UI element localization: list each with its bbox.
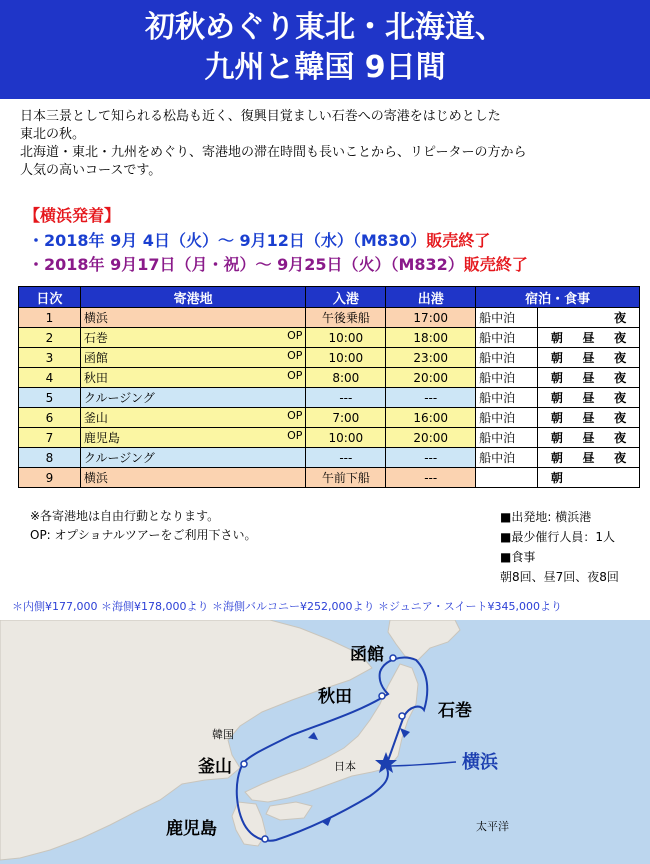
- cell-port: [80, 448, 306, 468]
- cell-stay: 船中泊: [476, 388, 538, 408]
- cell-stay: 船中泊: [476, 328, 538, 348]
- title-line-2: 九州と韓国 9日間: [204, 50, 446, 85]
- meal-dinner: 夜: [614, 431, 627, 445]
- cell-day: 2: [19, 328, 81, 348]
- table-row: [19, 328, 640, 348]
- port-name: クルージング: [83, 451, 155, 465]
- cell-day: 7: [19, 428, 81, 448]
- port-dot-ishinomaki: [399, 713, 405, 719]
- title-banner: [0, 0, 650, 99]
- meal-lunch: 昼: [582, 391, 595, 405]
- cell-port: [80, 348, 306, 368]
- meal-lunch: [578, 469, 600, 486]
- map-label-japan: 日本: [334, 760, 356, 773]
- meal-dinner: 夜: [614, 331, 627, 345]
- cell-day: 6: [19, 408, 81, 428]
- cell-day: 4: [19, 368, 81, 388]
- departure-1-status: 販売終了: [426, 231, 491, 250]
- map-label-kagoshima: 鹿児島: [166, 819, 217, 839]
- cell-meals: [538, 368, 640, 388]
- info-line: ■出発地: 横浜港: [500, 510, 592, 524]
- meal-dinner: 夜: [614, 351, 627, 365]
- cell-depart: 20:00: [386, 428, 476, 448]
- port-name: クルージング: [83, 391, 155, 405]
- cell-arrive: 10:00: [306, 348, 386, 368]
- meal-dinner: 夜: [614, 311, 627, 325]
- header-day: 日次: [19, 287, 81, 308]
- cell-day: 5: [19, 388, 81, 408]
- note-line: OP: オプショナルツアーをご利用下さい。: [30, 528, 257, 542]
- table-row: [19, 308, 640, 328]
- op-badge: OP: [287, 409, 303, 422]
- cell-meals: [538, 348, 640, 368]
- meal-breakfast: 朝: [550, 471, 563, 485]
- header-port: 寄港地: [80, 287, 306, 308]
- cell-port: [80, 368, 306, 388]
- op-badge: OP: [287, 369, 303, 382]
- table-row: [19, 408, 640, 428]
- port-name: 釜山: [83, 411, 108, 425]
- cell-stay: 船中泊: [476, 368, 538, 388]
- cell-day: 1: [19, 308, 81, 328]
- note-line: ※各寄港地は自由行動となります。: [30, 509, 220, 523]
- op-badge: OP: [287, 329, 303, 342]
- port-dot-akita: [379, 693, 385, 699]
- intro-line: 日本三景として知られる松島も近く、復興目覚ましい石巻への寄港をはじめとした: [20, 109, 501, 124]
- cell-arrive: 7:00: [306, 408, 386, 428]
- cell-port: [80, 468, 306, 488]
- meal-lunch: 昼: [582, 451, 595, 465]
- table-row: [19, 348, 640, 368]
- cell-port: [80, 388, 306, 408]
- cell-stay: 船中泊: [476, 348, 538, 368]
- cell-arrive: 8:00: [306, 368, 386, 388]
- port-dot-kagoshima: [262, 836, 268, 842]
- cell-depart: 23:00: [386, 348, 476, 368]
- info-line: ■最少催行人員：1人: [500, 530, 615, 544]
- table-row: [19, 428, 640, 448]
- route-map: [0, 620, 650, 864]
- cell-depart: ---: [386, 468, 476, 488]
- table-row: [19, 388, 640, 408]
- cell-depart: ---: [386, 388, 476, 408]
- meal-lunch: 昼: [582, 371, 595, 385]
- meal-lunch: 昼: [582, 331, 595, 345]
- port-name: 横浜: [83, 471, 108, 485]
- intro-line: 北海道・東北・九州をめぐり、寄港地の滞在時間も長いことから、リピーターの方から: [20, 145, 527, 160]
- departure-2-status: 販売終了: [463, 255, 528, 274]
- meal-breakfast: 朝: [550, 431, 563, 445]
- cell-arrive: 午前下船: [306, 468, 386, 488]
- port-name: 横浜: [83, 311, 108, 325]
- port-name: 秋田: [83, 371, 108, 385]
- cell-arrive: 10:00: [306, 328, 386, 348]
- cell-arrive: 10:00: [306, 428, 386, 448]
- meal-lunch: 昼: [582, 351, 595, 365]
- meal-breakfast: 朝: [550, 391, 563, 405]
- meal-breakfast: 朝: [550, 371, 563, 385]
- cell-depart: 20:00: [386, 368, 476, 388]
- notes: [30, 507, 257, 545]
- departure-2: [28, 252, 528, 275]
- cell-depart: 18:00: [386, 328, 476, 348]
- map-label-hakodate: 函館: [350, 645, 384, 665]
- cell-stay: 船中泊: [476, 448, 538, 468]
- port-name: 鹿児島: [83, 431, 120, 445]
- intro-text: [20, 108, 620, 180]
- intro-line: 東北の秋。: [20, 127, 86, 142]
- cell-meals: [538, 308, 640, 328]
- table-header-row: [19, 287, 640, 308]
- meal-breakfast: [546, 309, 568, 326]
- meal-lunch: [578, 309, 600, 326]
- tour-info: [500, 507, 619, 587]
- meal-lunch: 昼: [582, 411, 595, 425]
- header-arrive: 入港: [306, 287, 386, 308]
- cell-depart: ---: [386, 448, 476, 468]
- table-row: [19, 368, 640, 388]
- title-line-1: 初秋めぐり東北・北海道、: [145, 10, 505, 45]
- cell-port: [80, 308, 306, 328]
- cell-meals: [538, 388, 640, 408]
- meal-dinner: [609, 469, 631, 486]
- cell-depart: 16:00: [386, 408, 476, 428]
- cell-meals: [538, 448, 640, 468]
- info-line: ■食事: [500, 550, 536, 564]
- port-name: 函館: [83, 351, 108, 365]
- cell-arrive: 午後乗船: [306, 308, 386, 328]
- cell-depart: 17:00: [386, 308, 476, 328]
- port-dot-busan: [241, 761, 247, 767]
- price-list: ＊内側¥177,000 ＊海側¥178,000より ＊海側バルコニー¥252,000より ＊ジュニア・スイート¥345,000より: [12, 600, 562, 613]
- port-dot-hakodate: [390, 655, 396, 661]
- op-badge: OP: [287, 429, 303, 442]
- meal-dinner: 夜: [614, 411, 627, 425]
- meal-dinner: 夜: [614, 451, 627, 465]
- meal-lunch: 昼: [582, 431, 595, 445]
- cell-meals: [538, 468, 640, 488]
- cell-stay: 船中泊: [476, 308, 538, 328]
- cell-day: 3: [19, 348, 81, 368]
- cell-port: [80, 428, 306, 448]
- table-row: [19, 468, 640, 488]
- meal-breakfast: 朝: [550, 351, 563, 365]
- map-label-ishinomaki: 石巻: [438, 701, 472, 721]
- cell-meals: [538, 408, 640, 428]
- map-label-akita: 秋田: [318, 687, 352, 707]
- port-name: 石巻: [83, 331, 108, 345]
- cell-port: [80, 328, 306, 348]
- map-label-yokohama: 横浜: [462, 752, 498, 773]
- cell-meals: [538, 428, 640, 448]
- map-label-korea: 韓国: [212, 728, 234, 741]
- meal-breakfast: 朝: [550, 411, 563, 425]
- section-title: 【横浜発着】: [24, 206, 121, 225]
- header-depart: 出港: [386, 287, 476, 308]
- map-label-pacific: 太平洋: [476, 820, 509, 833]
- op-badge: OP: [287, 349, 303, 362]
- cell-stay: [476, 468, 538, 488]
- departure-2-dates: ・2018年 9月17日（月・祝）～ 9月25日（火）（M832）: [28, 255, 464, 274]
- departure-1-dates: ・2018年 9月 4日（火）～ 9月12日（水）（M830）: [28, 231, 427, 250]
- cell-arrive: ---: [306, 448, 386, 468]
- cell-stay: 船中泊: [476, 408, 538, 428]
- departure-1: [28, 228, 490, 251]
- map-label-busan: 釜山: [198, 757, 232, 777]
- cell-arrive: ---: [306, 388, 386, 408]
- table-row: [19, 448, 640, 468]
- header-stay-meals: 宿泊・食事: [476, 287, 640, 308]
- cell-meals: [538, 328, 640, 348]
- meal-breakfast: 朝: [550, 331, 563, 345]
- cell-day: 9: [19, 468, 81, 488]
- meal-breakfast: 朝: [550, 451, 563, 465]
- cell-port: [80, 408, 306, 428]
- meal-dinner: 夜: [614, 371, 627, 385]
- intro-line: 人気の高いコースです。: [20, 163, 162, 178]
- itinerary-table: [18, 286, 640, 488]
- meal-dinner: 夜: [614, 391, 627, 405]
- info-line: 朝8回、昼7回、夜8回: [500, 570, 619, 584]
- cell-stay: 船中泊: [476, 428, 538, 448]
- cell-day: 8: [19, 448, 81, 468]
